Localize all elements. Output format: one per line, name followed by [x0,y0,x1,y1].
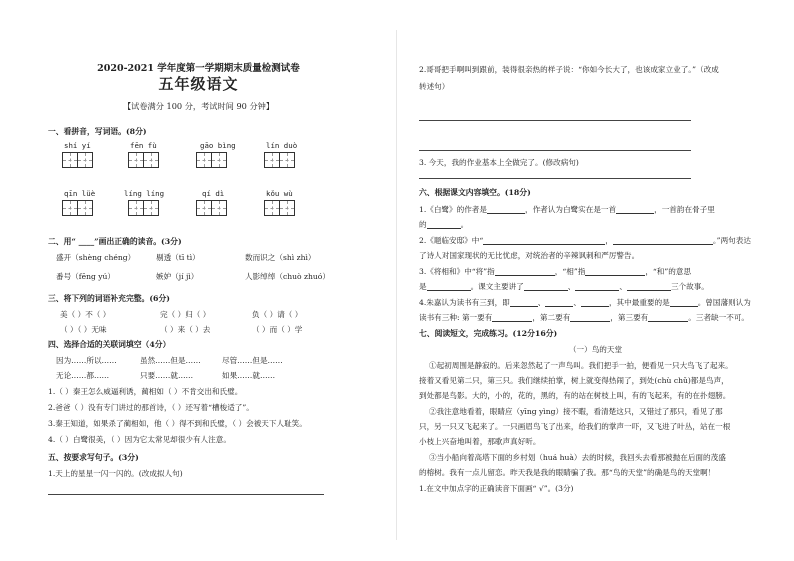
conjunction-option: 如果……就…… [222,371,276,380]
fill-line: 了诗人对国家现状的无比忧虑，对统治者的辛辣讽刺和严厉警告。 [419,251,640,260]
pinyin-label: gāo bìng [200,141,236,150]
sentence-question: 1.天上的星星一闪一闪的。(改成拟人句) [48,469,183,478]
answer-box-pair[interactable] [264,200,294,216]
fill-text: 、 [619,282,627,291]
fill-text: 、 [573,298,581,307]
fill-blank[interactable] [495,267,555,276]
exam-info: 【试卷满分 100 分，考试时间 90 分钟】 [122,101,275,111]
exam-subject: 五年级语文 [158,75,239,93]
passage-line: 只，另一只又飞起来了。一只画眉鸟飞了出来，给我们的掌声一吓，又飞进了叶丛，站在一根 [419,422,731,431]
section5-heading: 五、按要求写句子。(3分) [48,453,139,462]
fill-text: 。曾国藩则认为 [697,298,751,307]
idiom-blank[interactable]: 负（ ）请（ ） [252,310,303,319]
fill-blank[interactable] [524,282,568,291]
section3-heading: 三、将下列的词语补充完整。(6分) [48,294,170,303]
passage-line: 小枝上兴奋地叫着，那歌声真好听。 [419,437,541,446]
fill-blank[interactable] [581,298,609,307]
reading-choice[interactable]: 盛开（shèng chéng） [56,253,136,262]
answer-line[interactable] [419,120,691,121]
exam-year-title: 2020-2021 学年度第一学期期末质量检测试卷 [97,63,300,74]
fill-text: ， [605,236,613,245]
right-column [397,0,794,561]
pinyin-label: qīn lüè [64,189,96,198]
sentence-question: 3. 今天，我的作业基本上全做完了。(修改病句) [419,158,579,167]
fill-line: 的 。 [419,220,469,229]
answer-box-pair[interactable] [128,152,158,168]
fill-line [419,236,751,245]
fill-blank[interactable] [670,298,698,307]
sentence-question: 2.哥哥把手啊叫到跟前，装得很亲热的样子说：“你如今长大了，也该成家立业了。”（改成 [419,65,719,74]
pinyin-label: fēn fù [130,141,157,150]
reading-choice[interactable]: 番号（fēng yú） [56,272,116,281]
fill-line [419,205,715,214]
sentence-question-cont: 转述句） [419,82,450,91]
fill-text: 。”两句表达 [712,236,751,245]
conjunction-question[interactable]: 1.（ ）秦王怎么威逼利诱，蔺相如（ ）不肯交出和氏璧。 [48,387,243,396]
fill-text: 、 [567,282,576,291]
conjunction-option: 虽然……但是…… [140,356,201,365]
fill-text: ，第三要有 [610,313,649,322]
reading-choice[interactable]: 剔透（tī tì） [156,253,200,262]
passage-line: ②我注意地看着，眼睛应（yīng yìng）接不暇，看清楚这只，又错过了那只，看见了那 [429,407,723,416]
fill-blank[interactable] [492,313,532,322]
fill-text: 1.《白鹭》的作者是 [419,205,487,214]
fill-blank[interactable] [648,313,688,322]
pinyin-label: kǒu wù [266,189,293,198]
reading-choice[interactable]: 数而识之（shì zhì） [245,253,316,262]
section7-heading: 七、阅读短文，完成练习。(12分16分) [419,329,558,338]
pinyin-label: lín duò [266,141,298,150]
fill-line [419,298,751,307]
idiom-blank[interactable]: （ ）来（ ）去 [160,325,211,334]
answer-box-pair[interactable] [264,152,294,168]
pinyin-label: líng líng [124,189,165,198]
conjunction-option: 尽管……但是…… [222,356,283,365]
pinyin-label: shí yí [64,141,91,150]
fill-text: ，“相”指 [554,267,586,276]
idiom-blank[interactable]: 美（ ）不（ ） [60,310,111,319]
fill-blank[interactable] [570,313,610,322]
fill-blank[interactable] [510,298,538,307]
section2-heading: 二、用“ ____”画出正确的读音。(3分) [48,237,182,246]
idiom-blank[interactable]: （ ）而（ ）学 [252,325,303,334]
reading-choice[interactable]: 人影绰绰（chuò zhuó） [245,272,330,281]
fill-line [419,282,709,291]
reading-question: 1.在文中加点字的正确读音下面画“ √”。(3分) [419,484,574,493]
passage-line: ①起初周围是静寂的。后来忽然起了一声鸟叫。我们把手一拍，便看见一只大鸟飞了起来。 [429,361,733,370]
pinyin-label: qí dì [202,189,225,198]
fill-text: ，其中最重要的是 [608,298,670,307]
fill-text: 三个故事。 [670,282,709,291]
idiom-blank[interactable]: 完（ ）归（ ） [160,310,211,319]
conjunction-question[interactable]: 2.爸爸（ ）没有专门讲过的那首诗，（ ）还写着“槽梭适了”。 [48,403,254,412]
fill-text: 读书有三种: 第一要有 [419,313,493,322]
answer-line[interactable] [419,178,691,179]
section1-heading: 一、看拼音，写词语。(8分) [48,127,147,136]
passage-line: 接着又看见第二只，第三只。我们继续拍掌，树上就变得热闹了，到处(chù chǔ)都是鸟声， [419,376,729,385]
passage-title: （一）鸟的天堂 [568,345,623,354]
fill-text: 。三者缺一不可。 [688,313,750,322]
answer-line[interactable] [419,150,691,151]
answer-box-pair[interactable] [196,152,226,168]
fill-blank[interactable] [487,205,525,214]
idiom-blank[interactable]: （ ）（ ）无味 [60,325,107,334]
fill-blank[interactable] [427,220,461,229]
fill-line [419,267,691,276]
fill-blank[interactable] [483,236,605,245]
reading-choice[interactable]: 嫉妒（jí jì） [156,272,199,281]
fill-blank[interactable] [575,282,619,291]
fill-text: 4.朱嘉认为读书有三到，即 [419,298,510,307]
fill-blank[interactable] [545,298,573,307]
conjunction-question[interactable]: 4.（ ）白鹭很美，（ ）因为它太常见却很少有人注意。 [48,435,231,444]
answer-line[interactable] [48,494,324,495]
answer-box-pair[interactable] [62,152,92,168]
section6-heading: 六、根据课文内容填空。(18分) [419,188,531,197]
fill-line [419,313,749,322]
conjunction-option: 无论……都…… [56,371,110,380]
fill-blank[interactable] [616,205,654,214]
answer-box-pair[interactable] [128,200,158,216]
passage-line: 到处都是鸟影。大的，小的，花的，黑的，有的站在树枝上叫，有的飞起来，有的在扑翅膀。 [419,391,731,400]
conjunction-question[interactable]: 3.秦王知道，如果杀了蔺相如，他（ ）得不到和氏璧，（ ）会被天下人耻笑。 [48,419,307,428]
fill-blank[interactable] [627,282,671,291]
fill-text: 的 [419,220,427,229]
fill-text: 。课文主要讲了 [470,282,524,291]
fill-text: ，作者认为白鹭实在是一首 [525,205,617,214]
fill-text: ，第二要有 [532,313,571,322]
fill-text: 、 [537,298,546,307]
fill-blank[interactable] [613,236,713,245]
answer-box-pair[interactable] [62,200,92,216]
fill-text: ，一首韵在骨子里 [654,205,715,214]
fill-text: ，“和”的意思 [645,267,692,276]
conjunction-option: 因为……所以…… [56,356,117,365]
answer-box-pair[interactable] [196,200,226,216]
fill-text: 是 [419,282,427,291]
fill-blank[interactable] [427,282,471,291]
fill-blank[interactable] [585,267,645,276]
section4-heading: 四、选择合适的关联词填空（4分） [48,340,171,349]
passage-line: ③当小船向着高塔下面的乡村划（huá huà）去的时候，我回头去看那被抛在后面的茂盛 [429,453,726,462]
passage-line: 的榕树。我有一点儿留恋。昨天我是我的眼睛骗了我。那“鸟的天堂”的确是鸟的天堂啊！ [419,468,716,477]
fill-text: 2.《题临安邸》中“ [419,236,484,245]
fill-text: 3.《将相和》中“将”指 [419,267,495,276]
conjunction-option: 只要……就…… [140,371,194,380]
